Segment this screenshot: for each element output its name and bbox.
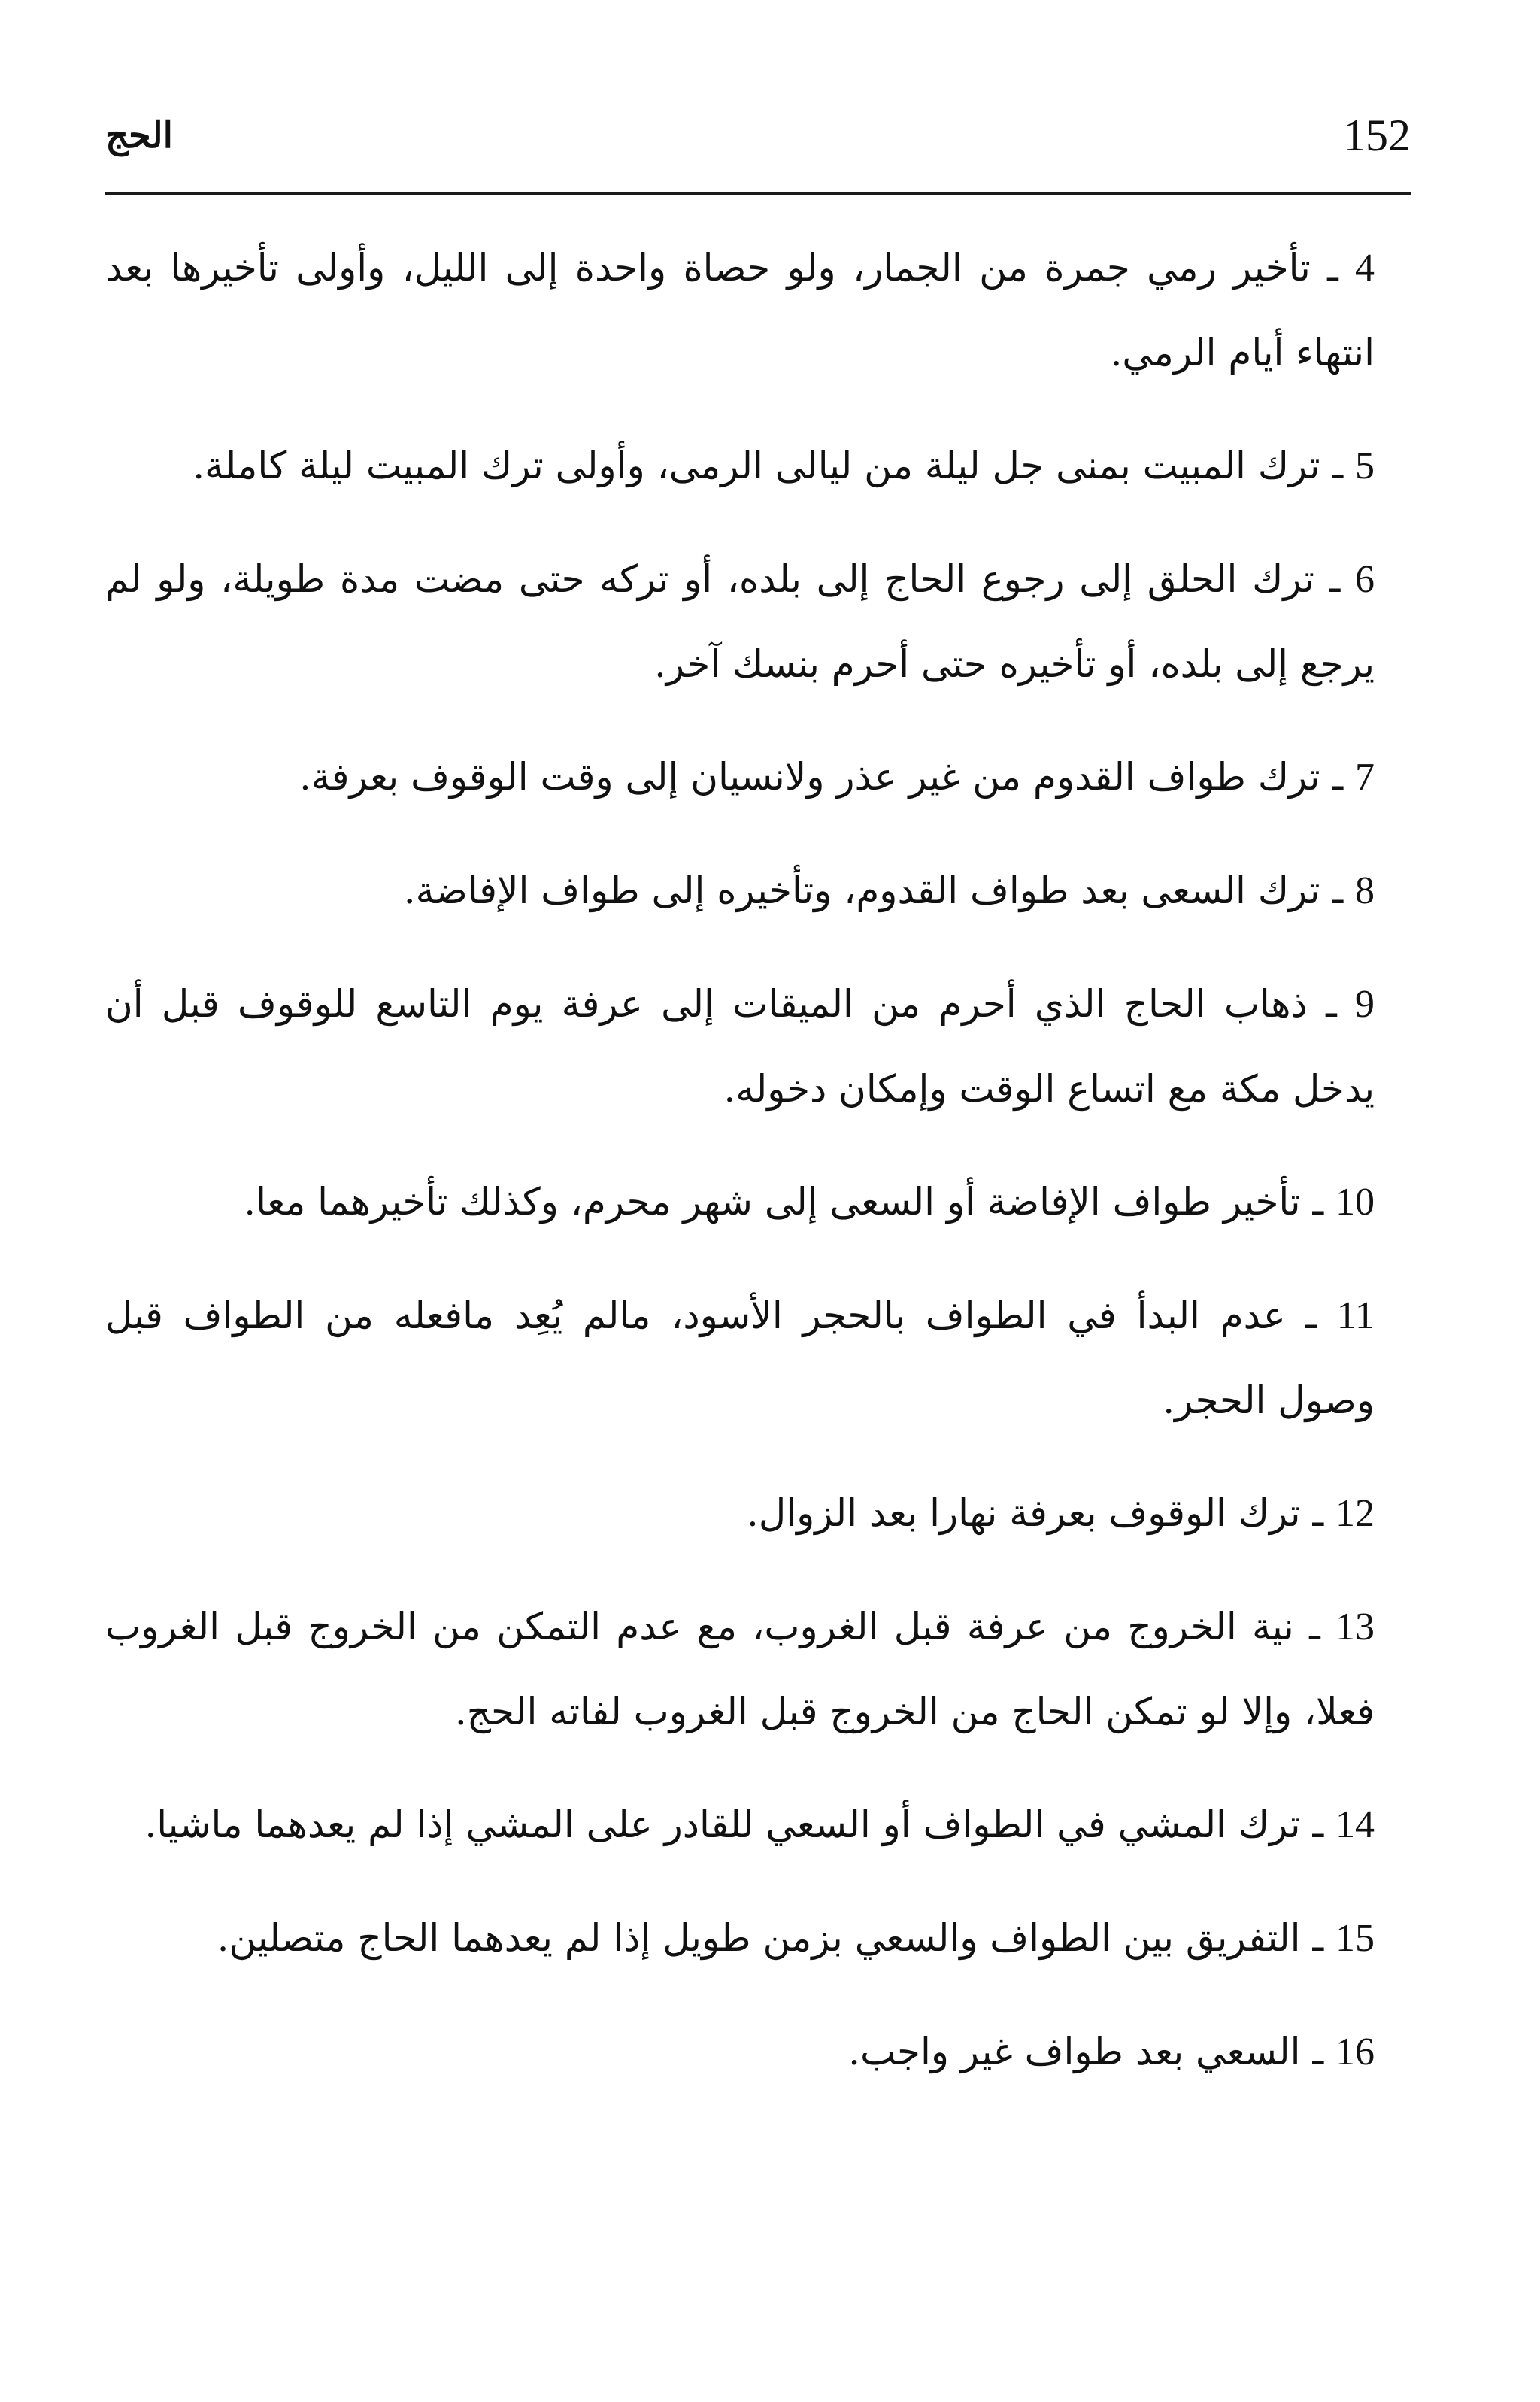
item-number: 5 <box>1355 444 1375 487</box>
list-item: 16 ـ السعي بعد طواف غير واجب. <box>848 2030 1375 2073</box>
list-item: 11 ـ عدم البدأ في الطواف بالحجر الأسود، مالم يُعِد مافعله من الطواف قبل وصول الحجر. <box>105 1294 1375 1422</box>
running-title: الحج <box>105 114 173 156</box>
page-number: 152 <box>1343 111 1411 160</box>
list-item: 15 ـ التفريق بين الطواف والسعي بزمن طويل إذا لم يعدهما الحاج متصلين. <box>217 1916 1375 1960</box>
item-number: 7 <box>1355 756 1375 799</box>
item-text: نية الخروج من عرفة قبل الغروب، مع عدم التمكن من الخروج قبل الغروب فعلا، وإلا لو تمكن الحاج من الخروج قبل الغروب لفاته الحج. <box>105 1605 1375 1733</box>
item-text: ترك السعى بعد طواف القدوم، وتأخيره إلى طواف الإفاضة. <box>403 869 1320 912</box>
page-header <box>105 105 1411 165</box>
item-text: ترك الحلق إلى رجوع الحاج إلى بلده، أو تركه حتى مضت مدة طويلة، ولو لم يرجع إلى بلده، أو تأخيره حتى أحرم بنسك آخر. <box>105 557 1375 686</box>
list-item: 14 ـ ترك المشي في الطواف أو السعي للقادر على المشي إذا لم يعدهما ماشيا. <box>144 1803 1375 1846</box>
item-text: السعي بعد طواف غير واجب. <box>848 2030 1301 2073</box>
item-number: 9 <box>1355 983 1375 1026</box>
item-number: 8 <box>1355 869 1375 912</box>
list-item: 7 ـ ترك طواف القدوم من غير عذر ولانسيان إلى وقت الوقوف بعرفة. <box>299 755 1375 799</box>
list-item: 6 ـ ترك الحلق إلى رجوع الحاج إلى بلده، أو تركه حتى مضت مدة طويلة، ولو لم يرجع إلى بلده، أو تأخيره حتى أحرم بنسك آخر. <box>105 557 1375 686</box>
header-divider <box>105 192 1411 195</box>
item-number: 10 <box>1335 1181 1375 1224</box>
list-item: 4 ـ تأخير رمي جمرة من الجمار، ولو حصاة واحدة إلى الليل، وأولى تأخيرها بعد انتهاء أيام الرمي. <box>105 246 1375 375</box>
item-number: 16 <box>1335 2030 1375 2073</box>
item-number: 13 <box>1335 1606 1375 1648</box>
list-item: 12 ـ ترك الوقوف بعرفة نهارا بعد الزوال. <box>747 1491 1375 1535</box>
item-text: تأخير طواف الإفاضة أو السعى إلى شهر محرم، وكذلك تأخيرهما معا. <box>244 1180 1301 1224</box>
list-item: 5 ـ ترك المبيت بمنى جل ليلة من ليالى الرمى، وأولى ترك المبيت ليلة كاملة. <box>192 444 1375 487</box>
item-text: ترك المبيت بمنى جل ليلة من ليالى الرمى، وأولى ترك المبيت ليلة كاملة. <box>192 444 1320 487</box>
list-item: 9 ـ ذهاب الحاج الذي أحرم من الميقات إلى عرفة يوم التاسع للوقوف قبل أن يدخل مكة مع اتساع الوقت وإمكان دخوله. <box>105 982 1375 1111</box>
item-number: 6 <box>1355 558 1375 601</box>
item-number: 4 <box>1355 247 1375 290</box>
item-number: 14 <box>1335 1803 1375 1846</box>
list-item: 10 ـ تأخير طواف الإفاضة أو السعى إلى شهر محرم، وكذلك تأخيرهما معا. <box>244 1180 1375 1224</box>
item-text: ترك المشي في الطواف أو السعي للقادر على المشي إذا لم يعدهما ماشيا. <box>144 1803 1301 1846</box>
list-item: 13 ـ نية الخروج من عرفة قبل الغروب، مع عدم التمكن من الخروج قبل الغروب فعلا، وإلا لو تمكن الحاج من الخروج قبل الغروب لفاته الحج. <box>105 1605 1375 1733</box>
page-body <box>105 226 1411 2123</box>
item-text: ترك الوقوف بعرفة نهارا بعد الزوال. <box>747 1491 1301 1535</box>
item-number: 12 <box>1335 1492 1375 1535</box>
item-text: التفريق بين الطواف والسعي بزمن طويل إذا لم يعدهما الحاج متصلين. <box>217 1916 1301 1960</box>
item-text: ترك طواف القدوم من غير عذر ولانسيان إلى وقت الوقوف بعرفة. <box>299 755 1320 799</box>
item-text: تأخير رمي جمرة من الجمار، ولو حصاة واحدة إلى الليل، وأولى تأخيرها بعد انتهاء أيام الرمي. <box>105 246 1375 375</box>
item-number: 15 <box>1335 1917 1375 1960</box>
item-number: 11 <box>1336 1294 1375 1337</box>
list-item: 8 ـ ترك السعى بعد طواف القدوم، وتأخيره إلى طواف الإفاضة. <box>403 869 1375 912</box>
item-text: عدم البدأ في الطواف بالحجر الأسود، مالم يُعِد مافعله من الطواف قبل وصول الحجر. <box>105 1294 1375 1422</box>
item-text: ذهاب الحاج الذي أحرم من الميقات إلى عرفة يوم التاسع للوقوف قبل أن يدخل مكة مع اتساع الوقت وإمكان دخوله. <box>105 982 1375 1111</box>
